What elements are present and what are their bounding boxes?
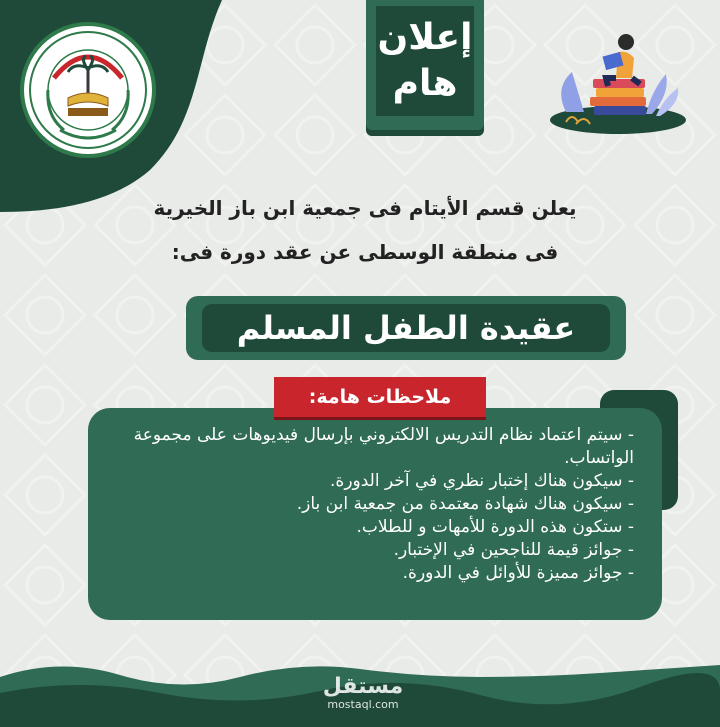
notes-box — [88, 408, 662, 620]
badge-line-2: هام — [392, 63, 458, 104]
announcement-badge-inner — [376, 6, 474, 116]
notes-label — [274, 377, 486, 417]
badge-line-1: إعلان — [377, 17, 473, 58]
announcement-badge — [366, 0, 484, 130]
note-item: - جوائز قيمة للناجحين في الإختبار. — [393, 540, 634, 560]
intro-line-2: فى منطقة الوسطى عن عقد دورة فى: — [171, 240, 559, 264]
note-item: - سيكون هناك شهادة معتمدة من جمعية ابن باز. — [296, 494, 634, 514]
course-title: عقيدة الطفل المسلم — [236, 309, 576, 347]
notes-label-text: ملاحظات هامة: — [308, 386, 452, 408]
intro-line-1: يعلن قسم الأيتام فى جمعية ابن باز الخيرية — [153, 196, 577, 220]
course-title-box — [186, 296, 626, 360]
watermark — [318, 676, 408, 712]
organization-logo — [20, 22, 156, 158]
note-item: - سيتم اعتماد نظام التدريس الالكتروني بإرسال فيديوهات على مجموعة الواتساب. — [133, 425, 634, 468]
note-item: - سيكون هناك إختبار نظري في آخر الدورة. — [330, 471, 634, 491]
note-item: - جوائز مميزة للأوائل في الدورة. — [402, 563, 634, 583]
note-item: - ستكون هذه الدورة للأمهات و للطلاب. — [356, 517, 634, 537]
watermark-url: mostaql.com — [327, 698, 399, 711]
logo-emblem — [24, 26, 152, 154]
course-title-inner — [202, 304, 610, 352]
watermark-arabic: مستقل — [322, 674, 404, 699]
reading-person-illustration — [548, 28, 688, 138]
